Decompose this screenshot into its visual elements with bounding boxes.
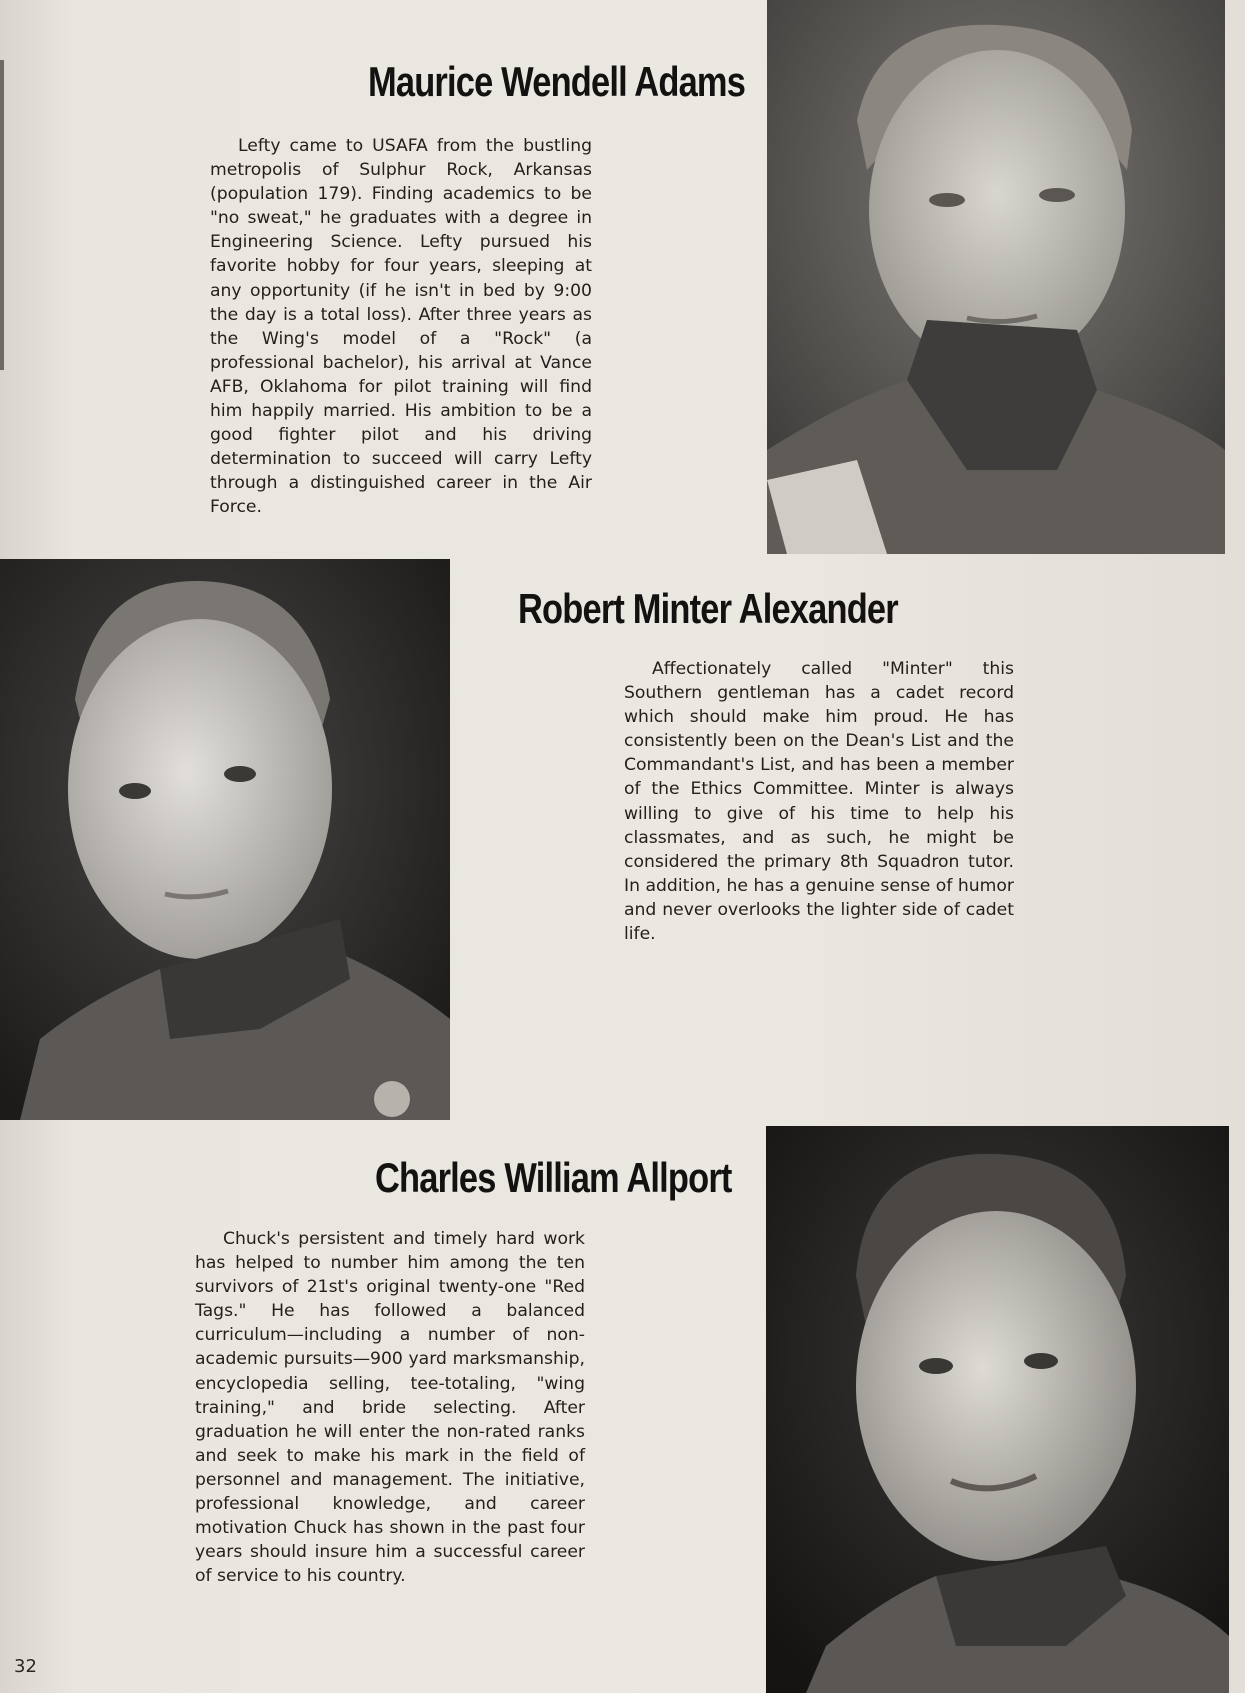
portrait-photo-adams [767, 0, 1225, 554]
portrait-photo-alexander [0, 559, 450, 1120]
portrait-photo-allport [766, 1126, 1229, 1693]
cadet-name-allport: Charles William Allport [375, 1154, 732, 1201]
cadet-name-adams: Maurice Wendell Adams [368, 58, 746, 105]
cadet-bio-adams: Lefty came to USAFA from the bustling metropolis of Sulphur Rock, Arkansas (population 179). Finding academics to be "no sweat," he graduates with a degree in Engineering Science. Lefty pursued his favorite hobby for four years, sleeping at any opportunity (if he isn't in bed by 9:00 the day is a total loss). After three years as the Wing's model of a "Rock" (a professional bachelor), his arrival at Vance AFB, Oklahoma for pilot training will find him happily married. His ambition to be a good fighter pilot and his driving determination to succeed will carry Lefty through a distinguished career in the Air Force. [210, 136, 592, 518]
page-number: 32 [14, 1656, 37, 1677]
cadet-bio-allport: Chuck's persistent and timely hard work has helped to number him among the ten survivors of 21st's original twenty-one "Red Tags." He has followed a balanced curriculum—including a number of non-academic pursuits—900 yard marksmanship, encyclopedia selling, tee-totaling, "wing training," and bride selecting. After graduation he will enter the non-rated ranks and seek to make his mark in the field of personnel and management. The initiative, professional knowledge, and career motivation Chuck has shown in the past four years should insure him a successful career of service to his country. [195, 1229, 585, 1587]
cadet-name-alexander: Robert Minter Alexander [518, 585, 898, 632]
cadet-bio-alexander: Affectionately called "Minter" this Southern gentleman has a cadet record which should make him proud. He has consistently been on the Dean's List and the Commandant's List, and has been a member of the Ethics Committee. Minter is always willing to give of his time to help his classmates, and as such, he might be considered the primary 8th Squadron tutor. In addition, he has a genuine sense of humor and never overlooks the lighter side of cadet life. [624, 659, 1014, 945]
page-edge-shadow [0, 60, 4, 370]
